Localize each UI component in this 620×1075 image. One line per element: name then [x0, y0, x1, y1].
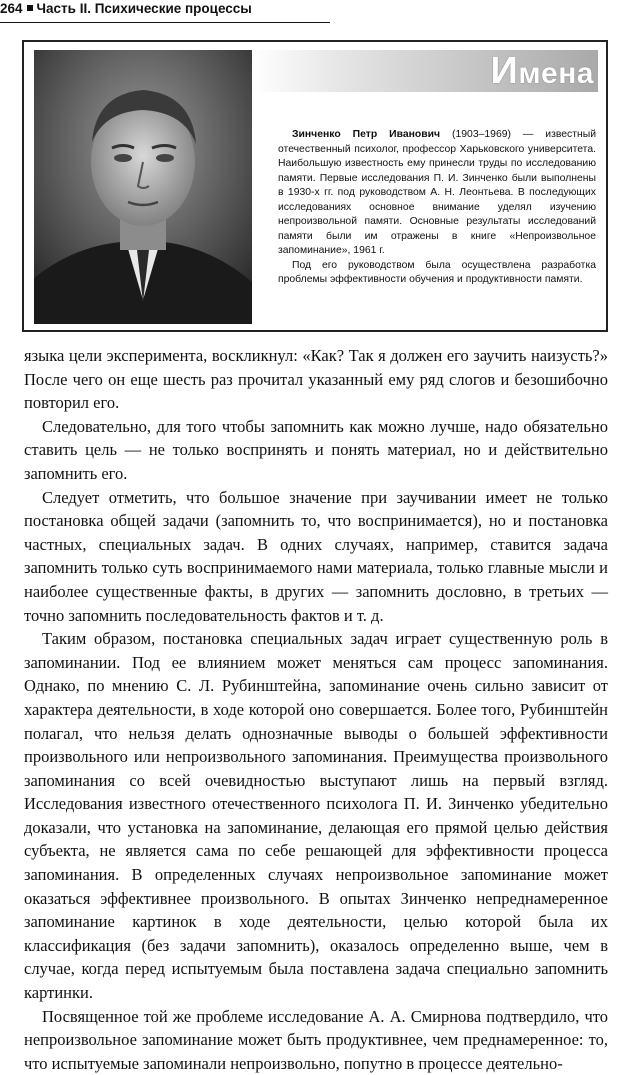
main-text	[24, 344, 608, 1075]
portrait-photo	[34, 50, 252, 324]
person-name: Зинченко Петр Иванович	[292, 129, 441, 140]
names-label: Имена	[490, 50, 594, 92]
bio-paragraph: Зинченко Петр Иванович (1903–1969) — известный отечественный психолог, профессор Харьковского университета. Наибольшую известность ему принесли труды по исследованию памяти. Первые исследования П. И. Зинченко были выполнены в 1930-х гг. под руководством А. Н. Леонтьева. В последующих исследованиях основное внимание уделял изучению непроизвольной памяти. Основные результаты исследований памяти были им отражены в книге «Непроизвольное запоминание», 1961 г.	[278, 129, 596, 256]
body-paragraph: Следовательно, для того чтобы запомнить как можно лучше, надо обязательно ставить цель — не только воспринять и понять материал, но и действительно запомнить его.	[24, 416, 608, 483]
names-sidebar-box	[22, 40, 608, 332]
body-paragraph: Посвященное той же проблеме исследование А. А. Смирнова подтвердило, что непроизвольное запоминание может быть продуктивнее, чем преднамеренное: то, что испытуемые запоминали непроизвольно, попутно в процессе деятельно-	[24, 1006, 608, 1073]
names-header-band	[252, 50, 598, 92]
part-title: Часть II. Психические процессы	[36, 1, 252, 16]
body-paragraph: языка цели эксперимента, воскликнул: «Как? Так я должен его заучить наизусть?» После чего он еще шесть раз прочитал указанный ему ряд слогов и безошибочно повторил его.	[24, 346, 608, 413]
body-paragraph: Таким образом, постановка специальных задач играет существенную роль в запоминании. Под ее влиянием может меняться сам процесс запоминания. Однако, по мнению С. Л. Рубинштейна, запоминание очень сильно зависит от характера деятельности, в ходе которой оно совершается. Более того, Рубинштейн полагал, что нельзя делать однозначные выводы о большей эффективности произвольного или непроизвольного запоминания. Преимущества произвольного запоминания со всей очевидностью выступают лишь на первый взгляд. Исследования известного отечественного психолога П. И. Зинченко убедительно доказали, что установка на запоминание, делающая его прямой целью действия субъекта, не является сама по себе решающей для эффективности процесса запоминания. В определенных случаях непроизвольное запоминание может оказаться эффективнее произвольного. В опытах Зинченко непреднамеренное запоминание картинок в ходе деятельности, целью которой была их классификация (без задачи запомнить), оказалось определенно выше, чем в случае, когда перед испытуемым была поставлена задача специально запомнить картинки.	[24, 629, 608, 1003]
running-head	[0, 0, 330, 23]
square-bullet-icon	[27, 5, 33, 11]
portrait-illustration	[34, 50, 252, 324]
page-number: 264	[0, 1, 23, 16]
body-paragraph: Следует отметить, что большое значение при заучивании имеет не только постановка общей задачи (запомнить то, что воспринимается), но и постановка частных, специальных задач. В одних случаях, например, ставится задача запомнить только суть воспринимаемого нами материала, только главные мысли и наиболее существенные факты, в других — запомнить дословно, в третьих — точно запомнить последовательность фактов и т. д.	[24, 487, 608, 625]
bio-paragraph: Под его руководством была осуществлена разработка проблемы эффективности обучения и продуктивности памяти.	[278, 259, 596, 285]
biography-text	[278, 128, 596, 288]
